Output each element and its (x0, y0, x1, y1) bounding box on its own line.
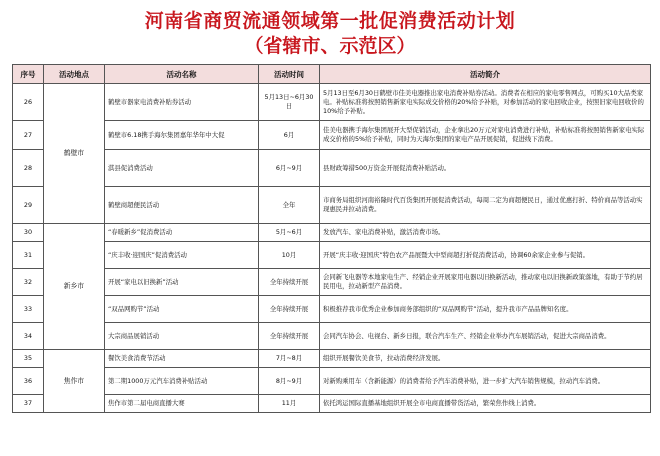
header-no: 序号 (13, 65, 44, 84)
row-name: 淇县促消费活动 (105, 150, 259, 187)
table-row (13, 296, 651, 323)
row-no: 28 (13, 150, 44, 187)
row-no: 26 (13, 84, 44, 121)
row-desc: 依托鸿运国际直播基地组织开展全市电商直播带货活动，繁荣焦作线上消费。 (320, 395, 651, 413)
row-no: 32 (13, 269, 44, 296)
row-name: 鹤壁市器家电消费补贴券活动 (105, 84, 259, 121)
row-no: 30 (13, 224, 44, 242)
row-time: 全年持续开展 (259, 269, 320, 296)
table-row (13, 395, 651, 413)
row-desc: 县财政筹措500万资金开展促消费补贴活动。 (320, 150, 651, 187)
row-desc: 对新购乘用车（含新能源）的消费者给予汽车消费补贴，进一步扩大汽车销售规模，拉动汽车消费。 (320, 368, 651, 395)
row-time: 5月~6月 (259, 224, 320, 242)
row-no: 36 (13, 368, 44, 395)
row-location: 焦作市 (44, 350, 105, 413)
row-time: 7月~8月 (259, 350, 320, 368)
row-location: 鹤壁市 (44, 84, 105, 224)
row-time: 全年 (259, 187, 320, 224)
row-name: 大宗商品展销活动 (105, 323, 259, 350)
table-row (13, 323, 651, 350)
row-desc: 组织开展餐饮美食节，拉动消费经济发展。 (320, 350, 651, 368)
table-row (13, 84, 651, 121)
table-row (13, 368, 651, 395)
row-no: 33 (13, 296, 44, 323)
row-time: 8月~9月 (259, 368, 320, 395)
row-no: 37 (13, 395, 44, 413)
row-no: 34 (13, 323, 44, 350)
row-time: 全年持续开展 (259, 296, 320, 323)
table-row (13, 224, 651, 242)
row-desc: 开展“庆丰收·迎国庆”特色农产品展暨大中型商超打折促消费活动，协调60余家企业参与促销。 (320, 242, 651, 269)
row-location: 新乡市 (44, 224, 105, 350)
row-name: 开展“家电以旧换新”活动 (105, 269, 259, 296)
row-desc: 5月13日至6月30日鹤壁市佳美电器推出家电消费补贴券活动。消费者在相应的家电零售网点，可购买10大品类家电。补贴标准将按照销售新家电实际成交价格的20%给予补贴，对参加活动的家电回收企业，按照旧家电回收价的10%给予补贴。 (320, 84, 651, 121)
row-desc: 发放汽车、家电消费补贴，激活消费市场。 (320, 224, 651, 242)
row-name: “庆丰收·迎国庆”促消费活动 (105, 242, 259, 269)
row-name: “春暖新乡”促消费活动 (105, 224, 259, 242)
row-time: 5月13日~6月30日 (259, 84, 320, 121)
table-header-row (13, 65, 651, 84)
table-row (13, 242, 651, 269)
page-subtitle: （省辖市、示范区） (244, 35, 416, 57)
row-no: 29 (13, 187, 44, 224)
table-row (13, 121, 651, 150)
row-time: 10月 (259, 242, 320, 269)
row-time: 6月 (259, 121, 320, 150)
table-row (13, 269, 651, 296)
row-desc: 市商务局组织河南裕隆时代百货集团开展促消费活动，每周二定为商超便民日，通过优惠打折、特价商品等活动实现惠民并拉动消费。 (320, 187, 651, 224)
row-name: 鹤壁市6.18携手海尔集团嘉年华年中大促 (105, 121, 259, 150)
table-row (13, 150, 651, 187)
row-no: 31 (13, 242, 44, 269)
header-time: 活动时间 (259, 65, 320, 84)
activity-table (12, 64, 651, 413)
table-row (13, 350, 651, 368)
header-location: 活动地点 (44, 65, 105, 84)
row-name: “双品网购节”活动 (105, 296, 259, 323)
header-name: 活动名称 (105, 65, 259, 84)
row-no: 27 (13, 121, 44, 150)
page-title: 河南省商贸流通领域第一批促消费活动计划 (144, 10, 516, 32)
row-time: 11月 (259, 395, 320, 413)
row-name: 餐饮美食消费节活动 (105, 350, 259, 368)
row-name: 焦作市第二届电商直播大赛 (105, 395, 259, 413)
row-name: 第二期1000万元汽车消费补贴活动 (105, 368, 259, 395)
row-desc: 会同新飞电器等本地家电生产、经销企业开展家用电器以旧换新活动，推动家电以旧换新政策落地，有助于节约居民用电，拉动新型产品消费。 (320, 269, 651, 296)
row-time: 全年持续开展 (259, 323, 320, 350)
row-name: 鹤壁商超便民活动 (105, 187, 259, 224)
row-time: 6月~9月 (259, 150, 320, 187)
row-desc: 佳美电器携手海尔集团展开大型促销活动，企业拿出20万元对家电消费进行补贴，补贴标准将按照销售新家电实际成交价格的5%给予补贴，同时为天海尔集团的家电产品开展促销，促进线下消费。 (320, 121, 651, 150)
row-desc: 积极推荐我市优秀企业参加商务部组织的“双品网购节”活动，提升我市产品品牌知名度。 (320, 296, 651, 323)
row-desc: 会同汽车协会、电视台、新乡日报，联合汽车生产、经销企业举办汽车展销活动，促进大宗商品消费。 (320, 323, 651, 350)
row-no: 35 (13, 350, 44, 368)
table-row (13, 187, 651, 224)
header-desc: 活动简介 (320, 65, 651, 84)
